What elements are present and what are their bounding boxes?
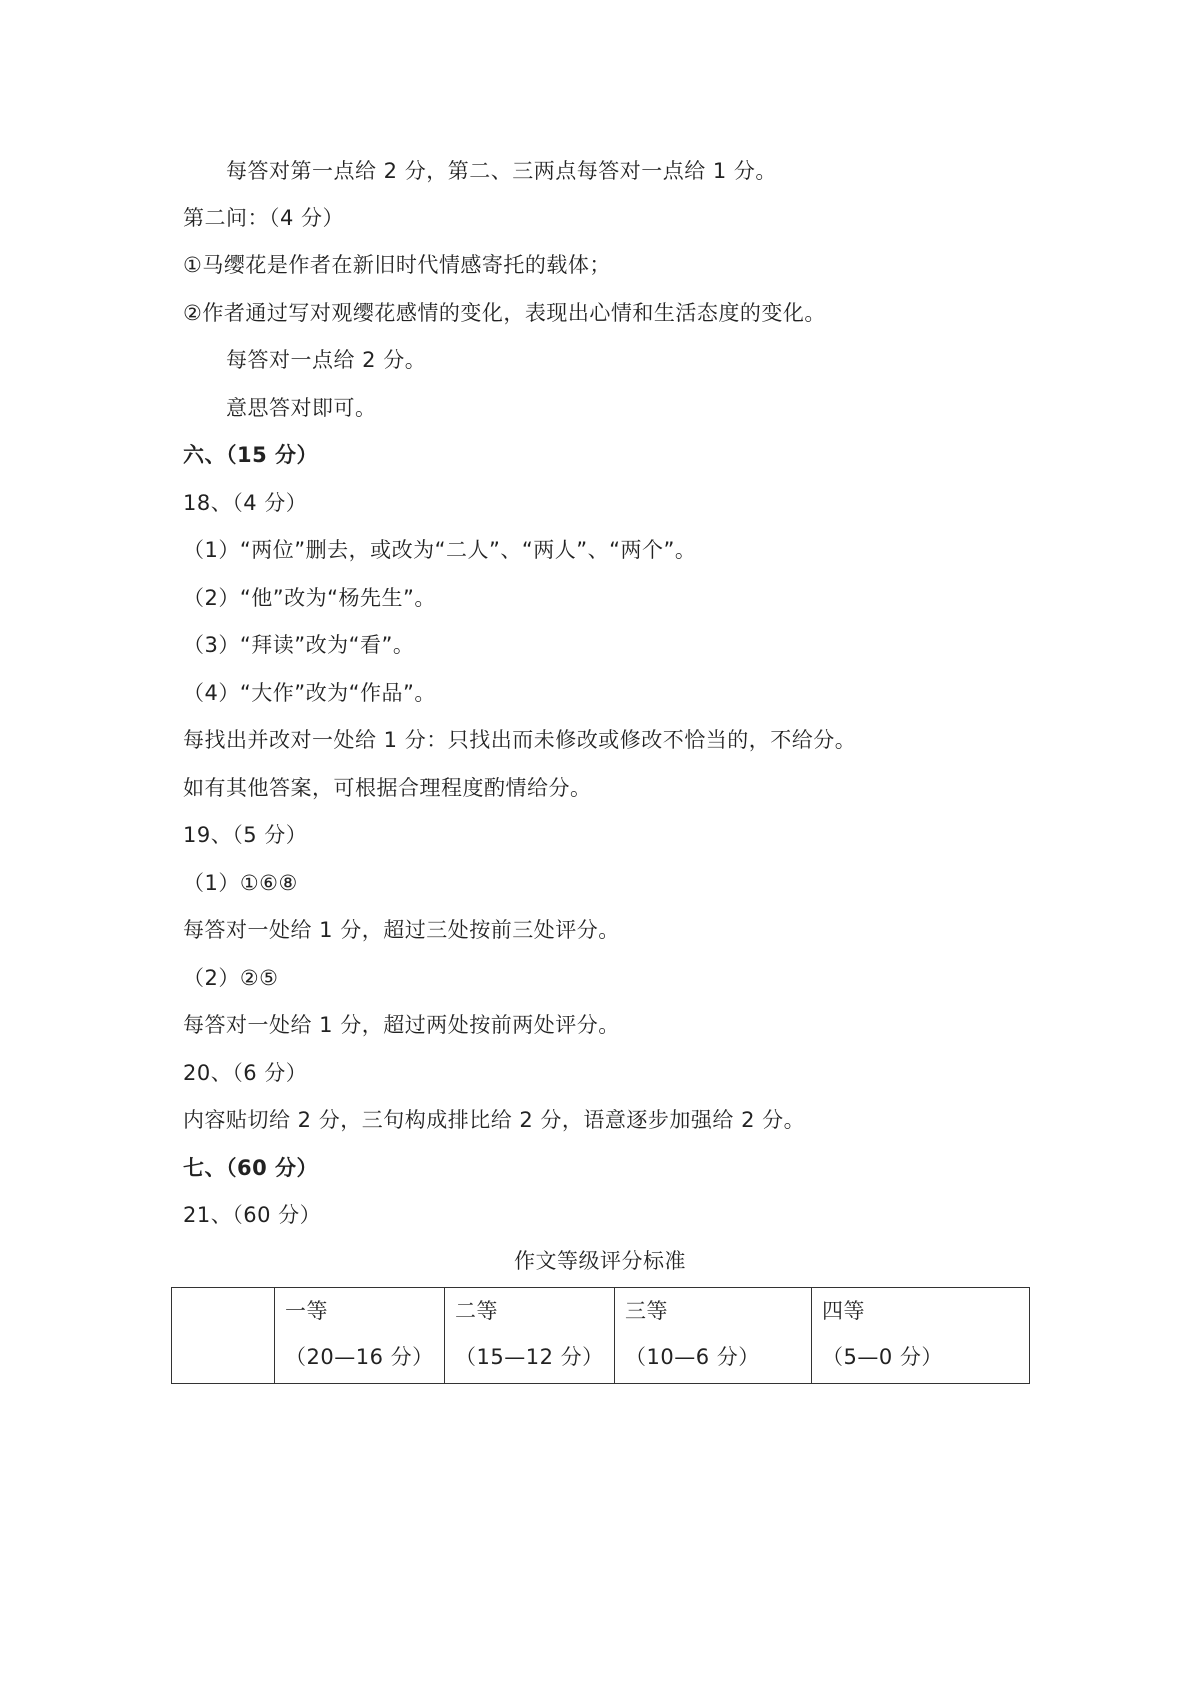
grade-fourth-range: （5—0 分） xyxy=(822,1345,943,1369)
table-row xyxy=(172,1288,1030,1384)
answer-point-2: ②作者通过写对观缨花感情的变化，表现出心情和生活态度的变化。 xyxy=(183,301,826,325)
table-corner-cell xyxy=(172,1288,275,1384)
scoring-note-meaning: 意思答对即可。 xyxy=(226,396,377,420)
grade-fourth-cell xyxy=(812,1288,1030,1384)
q19-part-1-answer: （1）①⑥⑧ xyxy=(183,871,298,895)
grade-second-cell xyxy=(445,1288,615,1384)
q18-item-3: （3）“拜读”改为“看”。 xyxy=(183,633,415,657)
question-20-heading: 20、（6 分） xyxy=(183,1061,308,1085)
question-18-heading: 18、（4 分） xyxy=(183,491,308,515)
grade-third-range: （10—6 分） xyxy=(625,1345,760,1369)
essay-grading-table xyxy=(171,1287,1030,1384)
section-seven-heading: 七、（60 分） xyxy=(183,1156,319,1180)
q18-item-4: （4）“大作”改为“作品”。 xyxy=(183,681,436,705)
q18-other-answers-note: 如有其他答案，可根据合理程度酌情给分。 xyxy=(183,776,592,800)
question-19-heading: 19、（5 分） xyxy=(183,823,308,847)
scoring-note-first-question: 每答对第一点给 2 分，第二、三两点每答对一点给 1 分。 xyxy=(226,159,777,183)
answer-point-1: ①马缨花是作者在新旧时代情感寄托的载体； xyxy=(183,253,611,277)
q19-part-2-answer: （2）②⑤ xyxy=(183,966,279,990)
grade-first-label: 一等 xyxy=(285,1299,328,1323)
grade-third-label: 三等 xyxy=(625,1299,668,1323)
grade-second-range: （15—12 分） xyxy=(455,1345,604,1369)
table-title: 作文等级评分标准 xyxy=(514,1249,686,1273)
grade-third-cell xyxy=(615,1288,812,1384)
q18-scoring-note: 每找出并改对一处给 1 分：只找出而未修改或修改不恰当的，不给分。 xyxy=(183,728,857,752)
q19-part-1-scoring: 每答对一处给 1 分，超过三处按前三处评分。 xyxy=(183,918,620,942)
grade-first-cell xyxy=(275,1288,445,1384)
second-question-heading: 第二问：（4 分） xyxy=(183,206,345,230)
q18-item-2: （2）“他”改为“杨先生”。 xyxy=(183,586,436,610)
grade-fourth-label: 四等 xyxy=(822,1299,865,1323)
grade-first-range: （20—16 分） xyxy=(285,1345,434,1369)
q19-part-2-scoring: 每答对一处给 1 分，超过两处按前两处评分。 xyxy=(183,1013,620,1037)
scoring-note-points: 每答对一点给 2 分。 xyxy=(226,348,427,372)
section-six-heading: 六、（15 分） xyxy=(183,443,319,467)
question-21-heading: 21、（60 分） xyxy=(183,1203,322,1227)
q20-scoring: 内容贴切给 2 分，三句构成排比给 2 分，语意逐步加强给 2 分。 xyxy=(183,1108,806,1132)
q18-item-1: （1）“两位”删去，或改为“二人”、“两人”、“两个”。 xyxy=(183,538,697,562)
grade-second-label: 二等 xyxy=(455,1299,498,1323)
